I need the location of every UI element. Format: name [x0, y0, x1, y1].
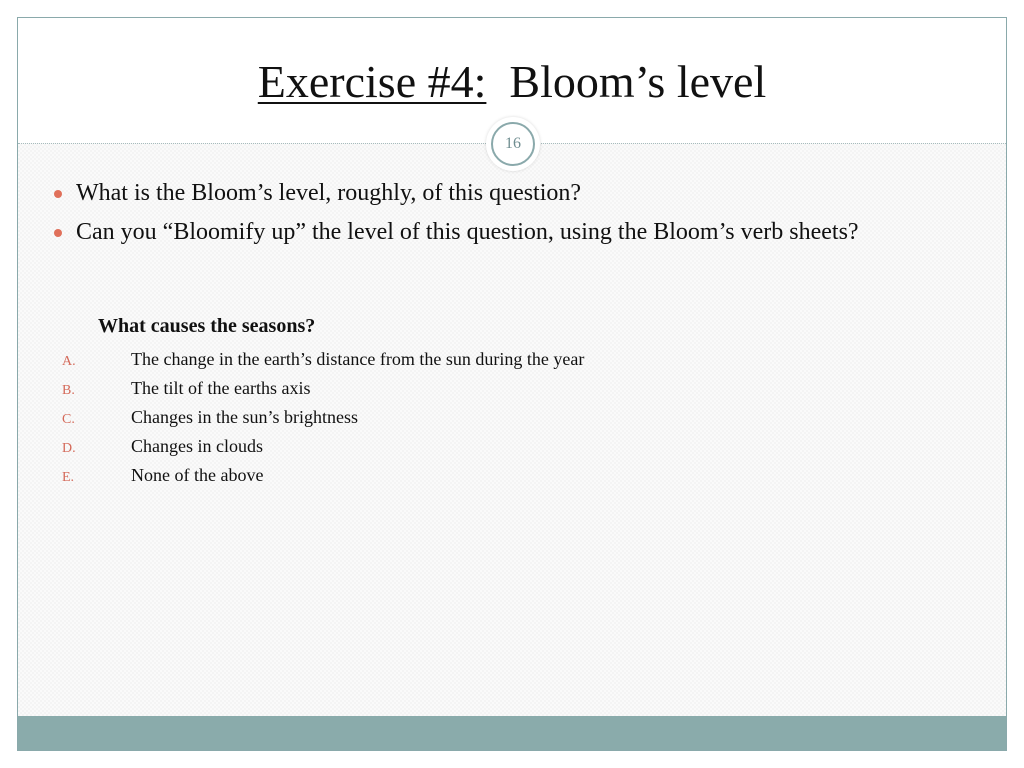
option-letter: B. [62, 383, 75, 398]
bullet-text: Can you “Bloomify up” the level of this question, using the Bloom’s verb sheets? [76, 219, 859, 245]
bullet-dot-icon [54, 229, 62, 237]
option-letter: E. [62, 470, 75, 485]
title-topic: Bloom’s level [509, 56, 767, 107]
bullet-dot-icon [54, 190, 62, 198]
option-text: None of the above [131, 465, 264, 485]
option-text: The change in the earth’s distance from the sun during the year [131, 349, 585, 369]
option-text: Changes in the sun’s brightness [131, 407, 358, 427]
bullet-item [48, 217, 988, 248]
bullet-item [48, 178, 988, 209]
bullet-text: What is the Bloom’s level, roughly, of this question? [76, 180, 582, 206]
footer-bar [18, 716, 1006, 750]
bullet-list [48, 178, 988, 256]
slide [17, 17, 1007, 751]
option-letter: C. [62, 412, 75, 427]
option-text: The tilt of the earths axis [131, 378, 311, 398]
option-text: Changes in clouds [131, 436, 263, 456]
option-letter: D. [62, 441, 76, 456]
option-letter: A. [62, 354, 76, 369]
slide-title [18, 54, 1006, 110]
title-exercise-number: Exercise #4: [257, 56, 487, 107]
question-text: What causes the seasons? [98, 315, 316, 337]
page-number: 16 [491, 122, 535, 166]
page-number-badge [486, 117, 540, 171]
